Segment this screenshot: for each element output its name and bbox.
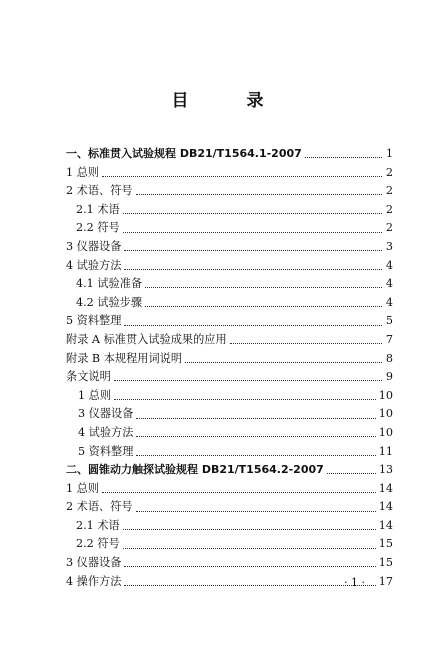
toc-entry-page: 2 xyxy=(385,202,393,216)
toc-entry-page: 15 xyxy=(378,537,393,551)
toc-entry-page: 1 xyxy=(386,147,393,160)
toc-entry-page: 4 xyxy=(385,277,393,291)
toc-leader-dots xyxy=(145,297,382,307)
toc-entry xyxy=(66,182,393,201)
toc-leader-dots xyxy=(102,167,382,177)
toc-entry-label: 2 术语、符号 xyxy=(66,184,133,198)
toc-entry xyxy=(66,257,393,276)
toc-entry-label: 二、圆锥动力触探试验规程 DB21/T1564.2-2007 xyxy=(66,463,324,477)
toc-entry-page: 4 xyxy=(385,295,393,309)
toc-entry xyxy=(66,535,393,554)
toc-entry xyxy=(66,238,393,257)
toc-entry xyxy=(66,554,393,573)
toc-leader-dots xyxy=(327,464,376,474)
toc-entry-page: 9 xyxy=(385,370,393,384)
toc-leader-dots xyxy=(136,409,375,419)
toc-leader-dots xyxy=(124,316,382,326)
toc-entry-page: 17 xyxy=(378,574,393,588)
toc-leader-dots xyxy=(102,483,376,493)
toc-entry-label: 3 仪器设备 xyxy=(78,407,134,421)
toc-entry-page: 15 xyxy=(378,556,393,570)
toc-entry-label: 1 总则 xyxy=(66,165,100,179)
toc-entry-label: 附录 A 标准贯入试验成果的应用 xyxy=(66,332,227,346)
toc-leader-dots xyxy=(230,334,382,344)
toc-leader-dots xyxy=(124,260,382,270)
toc-leader-dots xyxy=(145,278,382,288)
toc-entry-label: 4.2 试验步骤 xyxy=(76,295,143,309)
toc-entry-label: 条文说明 xyxy=(66,370,111,384)
toc-entry-page: 8 xyxy=(385,351,393,365)
toc-leader-dots xyxy=(123,204,382,214)
toc-entry-label: 2 术语、符号 xyxy=(66,500,133,514)
toc-entry xyxy=(66,480,393,499)
toc-entry-label: 2.1 术语 xyxy=(76,202,120,216)
toc-entry xyxy=(66,331,393,350)
toc-entry xyxy=(66,405,393,424)
toc-entry-label: 2.1 术语 xyxy=(76,518,120,532)
toc-entry-label: 4.1 试验准备 xyxy=(76,277,143,291)
toc-entry-page: 4 xyxy=(385,258,393,272)
toc-entry xyxy=(66,443,393,462)
toc-entry-page: 14 xyxy=(378,481,393,495)
toc-entry-page: 2 xyxy=(385,184,393,198)
toc-entry-label: 附录 B 本规程用词说明 xyxy=(66,351,183,365)
toc-entry xyxy=(66,498,393,517)
toc-entry xyxy=(66,164,393,183)
toc-entry-page: 13 xyxy=(379,463,393,477)
toc-entry-label: 一、标准贯入试验规程 DB21/T1564.1-2007 xyxy=(66,147,302,160)
toc-entry-label: 1 总则 xyxy=(78,388,112,402)
toc-entry xyxy=(66,219,393,238)
toc-entry-page: 2 xyxy=(385,221,393,235)
toc-entry-page: 3 xyxy=(385,239,393,253)
toc-leader-dots xyxy=(124,241,382,251)
toc-entry xyxy=(66,387,393,406)
toc-entry xyxy=(66,201,393,220)
toc-leader-dots xyxy=(123,223,382,233)
toc-entry-label: 3 仪器设备 xyxy=(66,556,122,570)
toc-entry xyxy=(66,368,393,387)
toc-entry xyxy=(66,350,393,369)
toc-leader-dots xyxy=(185,353,382,363)
toc-leader-dots xyxy=(124,557,375,567)
page-title: 目 录 xyxy=(171,91,290,111)
toc-entry-label: 4 试验方法 xyxy=(66,258,122,272)
toc-entry xyxy=(66,312,393,331)
toc-entry xyxy=(66,145,393,164)
toc-leader-dots xyxy=(305,148,382,158)
toc-entry-label: 1 总则 xyxy=(66,481,100,495)
toc-entry-page: 5 xyxy=(385,314,393,328)
toc-entry-label: 3 仪器设备 xyxy=(66,239,122,253)
toc-leader-dots xyxy=(136,446,375,456)
toc-entry-page: 10 xyxy=(378,425,393,439)
toc-entry-page: 11 xyxy=(378,444,393,458)
toc-entry-label: 2.2 符号 xyxy=(76,221,120,235)
toc-entry-page: 10 xyxy=(378,388,393,402)
toc-leader-dots xyxy=(136,185,382,195)
toc-entry-label: 4 操作方法 xyxy=(66,574,122,588)
toc-entry-label: 2.2 符号 xyxy=(76,537,120,551)
toc-entry xyxy=(66,461,393,480)
page-number: · 1 · xyxy=(344,576,365,589)
toc-leader-dots xyxy=(114,371,382,381)
toc-entry-page: 14 xyxy=(378,500,393,514)
toc-entry xyxy=(66,294,393,313)
toc-entry xyxy=(66,517,393,536)
toc-leader-dots xyxy=(136,427,375,437)
toc-leader-dots xyxy=(124,576,375,586)
toc-entry-page: 7 xyxy=(385,332,393,346)
table-of-contents xyxy=(66,145,393,591)
toc-leader-dots xyxy=(136,502,376,512)
toc-entry-label: 5 资料整理 xyxy=(66,314,122,328)
toc-entry-page: 2 xyxy=(385,165,393,179)
toc-leader-dots xyxy=(123,539,376,549)
toc-entry-page: 14 xyxy=(378,518,393,532)
toc-entry-page: 10 xyxy=(378,407,393,421)
toc-entry xyxy=(66,424,393,443)
toc-leader-dots xyxy=(114,390,376,400)
toc-entry-label: 4 试验方法 xyxy=(78,425,134,439)
toc-leader-dots xyxy=(123,520,376,530)
toc-entry-label: 5 资料整理 xyxy=(78,444,134,458)
toc-entry xyxy=(66,275,393,294)
